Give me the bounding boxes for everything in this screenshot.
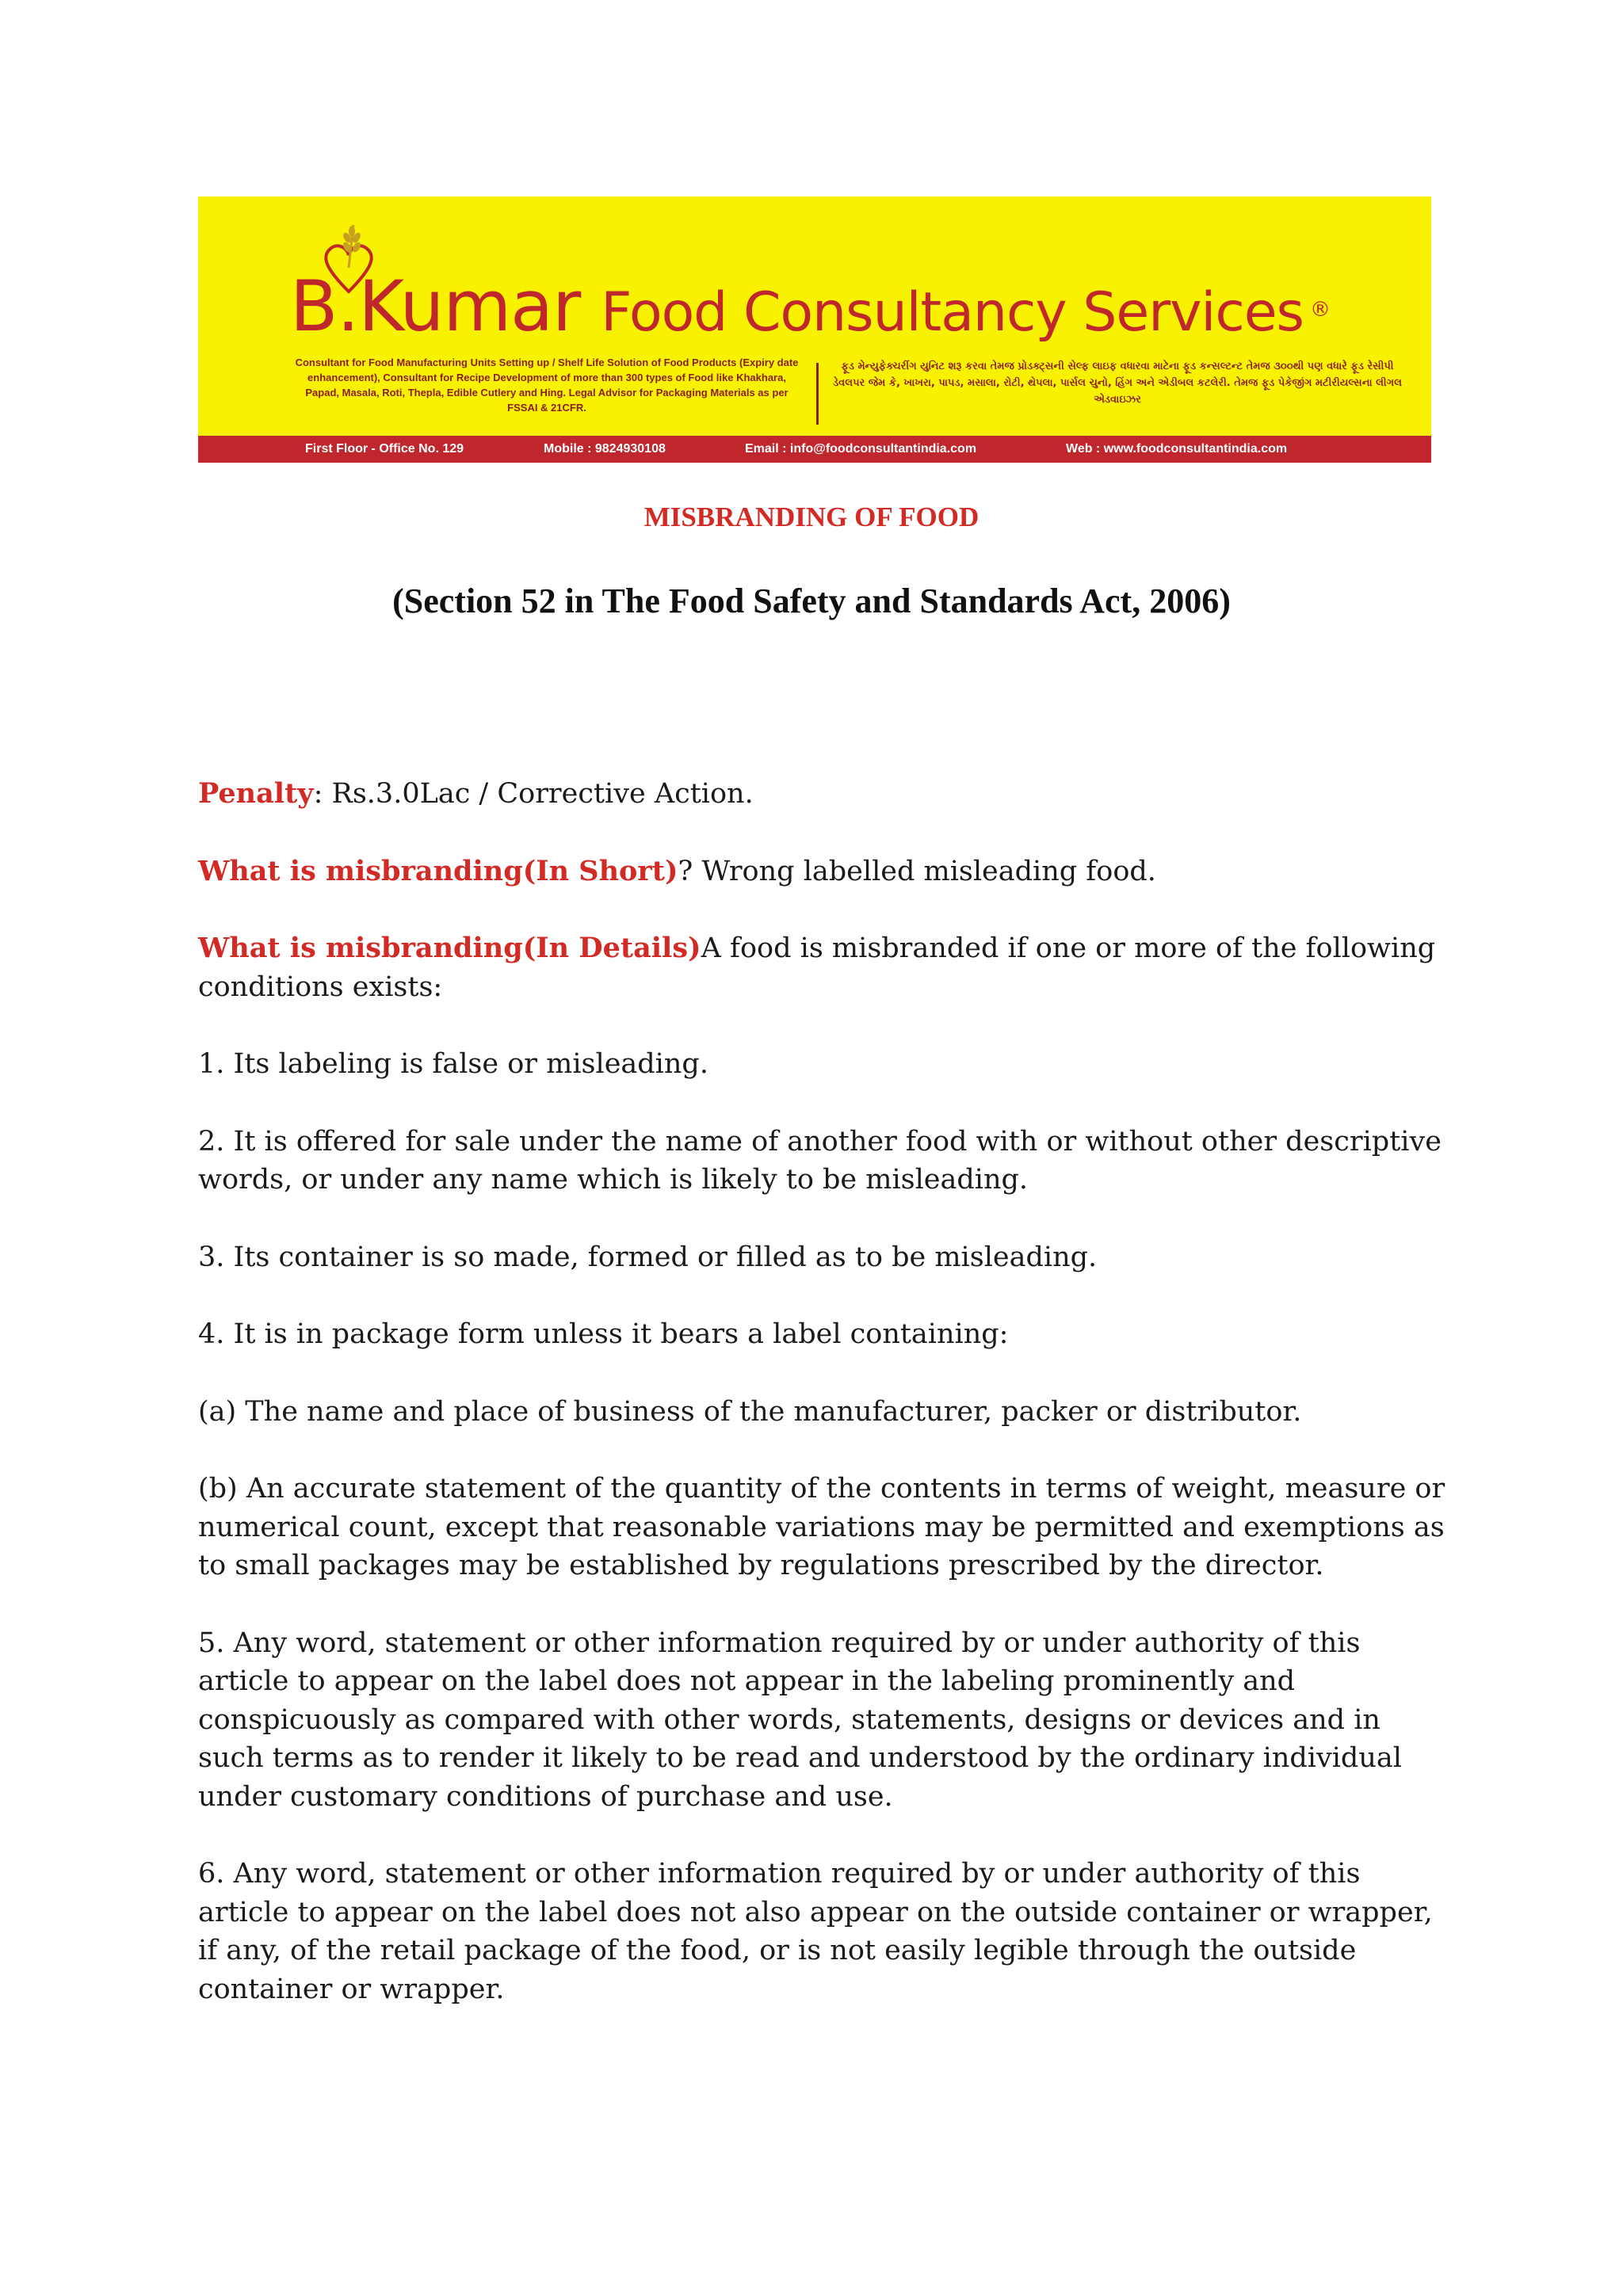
document-subtitle: (Section 52 in The Food Safety and Standards Act, 2006)	[392, 582, 1231, 620]
email-address: Email : info@foodconsultantindia.com	[745, 442, 977, 456]
brand-service: Food Consultancy Services	[601, 281, 1304, 344]
penalty-text: : Rs.3.0Lac / Corrective Action.	[313, 778, 754, 810]
detail-definition-text: A food is misbranded if one or more of the following conditions exists:	[198, 933, 1436, 1003]
list-item: 3. Its container is so made, formed or filled as to be misleading.	[198, 1241, 1098, 1273]
short-definition-label: What is misbranding(In Short)	[198, 854, 678, 887]
list-item: 5. Any word, statement or other information required by or under authority of this article to appear on the label does not appear in the labeling prominently and conspicuously as compared with other words, statements, designs or devices and in such terms as to render it likely to be read and understood by the ordinary individual under customary conditions of purchase and use.	[198, 1627, 1402, 1813]
short-definition-paragraph	[198, 852, 1450, 891]
header-banner	[198, 196, 1431, 463]
document-title: MISBRANDING OF FOOD	[643, 502, 980, 532]
brand-name-initial: B.Kumar	[290, 265, 581, 347]
list-item: 2. It is offered for sale under the name of another food with or without other descriptive words, or under any name which is likely to be misleading.	[198, 1125, 1442, 1196]
list-item: (b) An accurate statement of the quantity of the contents in terms of weight, measure or numerical count, except that reasonable variations may be permitted and exemptions as to small packages may be established by regulations prescribed by the director.	[198, 1473, 1445, 1581]
list-item: 4. It is in package form unless it bears a label containing:	[198, 1318, 1009, 1350]
list-item: 6. Any word, statement or other information required by or under authority of this article to appear on the label does not also appear on the outside container or wrapper, if any, of the retail package of the food, or is not easily legible through the outside container or wrapper.	[198, 1858, 1433, 2005]
tagline-divider	[816, 363, 819, 425]
list-item: 1. Its labeling is false or misleading.	[198, 1048, 708, 1080]
detail-definition-label: What is misbranding(In Details)	[198, 932, 701, 964]
penalty-label: Penalty	[198, 777, 314, 810]
short-definition-text: ? Wrong labelled misleading food.	[678, 855, 1156, 887]
brand-name	[290, 263, 1331, 350]
website: Web : www.foodconsultantindia.com	[1066, 442, 1288, 456]
tagline-english: Consultant for Food Manufacturing Units Setting up / Shelf Life Solution of Food Products (Expiry date enhancement), Consultant for Recipe Development of more than 300 types of Food like Khakhara, Papad, Masala, Roti, Thepla, Edible Cutlery and Hing. Legal Advisor for Packaging Materials as per FSSAI & 21CFR.	[295, 357, 799, 414]
contact-bar	[198, 436, 1431, 463]
list-item: (a) The name and place of business of the manufacturer, packer or distributor.	[198, 1395, 1302, 1428]
penalty-paragraph	[198, 775, 1450, 814]
office-address: First Floor - Office No. 129	[305, 442, 464, 456]
document-body	[198, 775, 1450, 2047]
tagline-gujarati: ફૂડ મેન્યુફેક્ચરીંગ યુનિટ શરૂ કરવા તેમજ પ્રોડક્ટ્સની સેલ્ફ લાઇફ વધારવા માટેના ફૂડ કન્સલ્ટન્ટ તેમજ ૩૦૦થી પણ વધારે ફૂડ રેસીપી ડેવલપર જેમ કે, ખાખરા, પાપડ, મસાલા, રોટી, થેપલા, પાર્સલ ચુનો, હિંગ અને એડીબલ કટલેરી. તેમજ ફૂડ પેકેજીંગ મટીરીયલ્સના લીગલ એડવાઇઝર	[833, 360, 1402, 406]
registered-mark: ®	[1309, 298, 1331, 322]
detail-definition-paragraph	[198, 929, 1450, 1006]
mobile-number: Mobile : 9824930108	[544, 442, 666, 456]
